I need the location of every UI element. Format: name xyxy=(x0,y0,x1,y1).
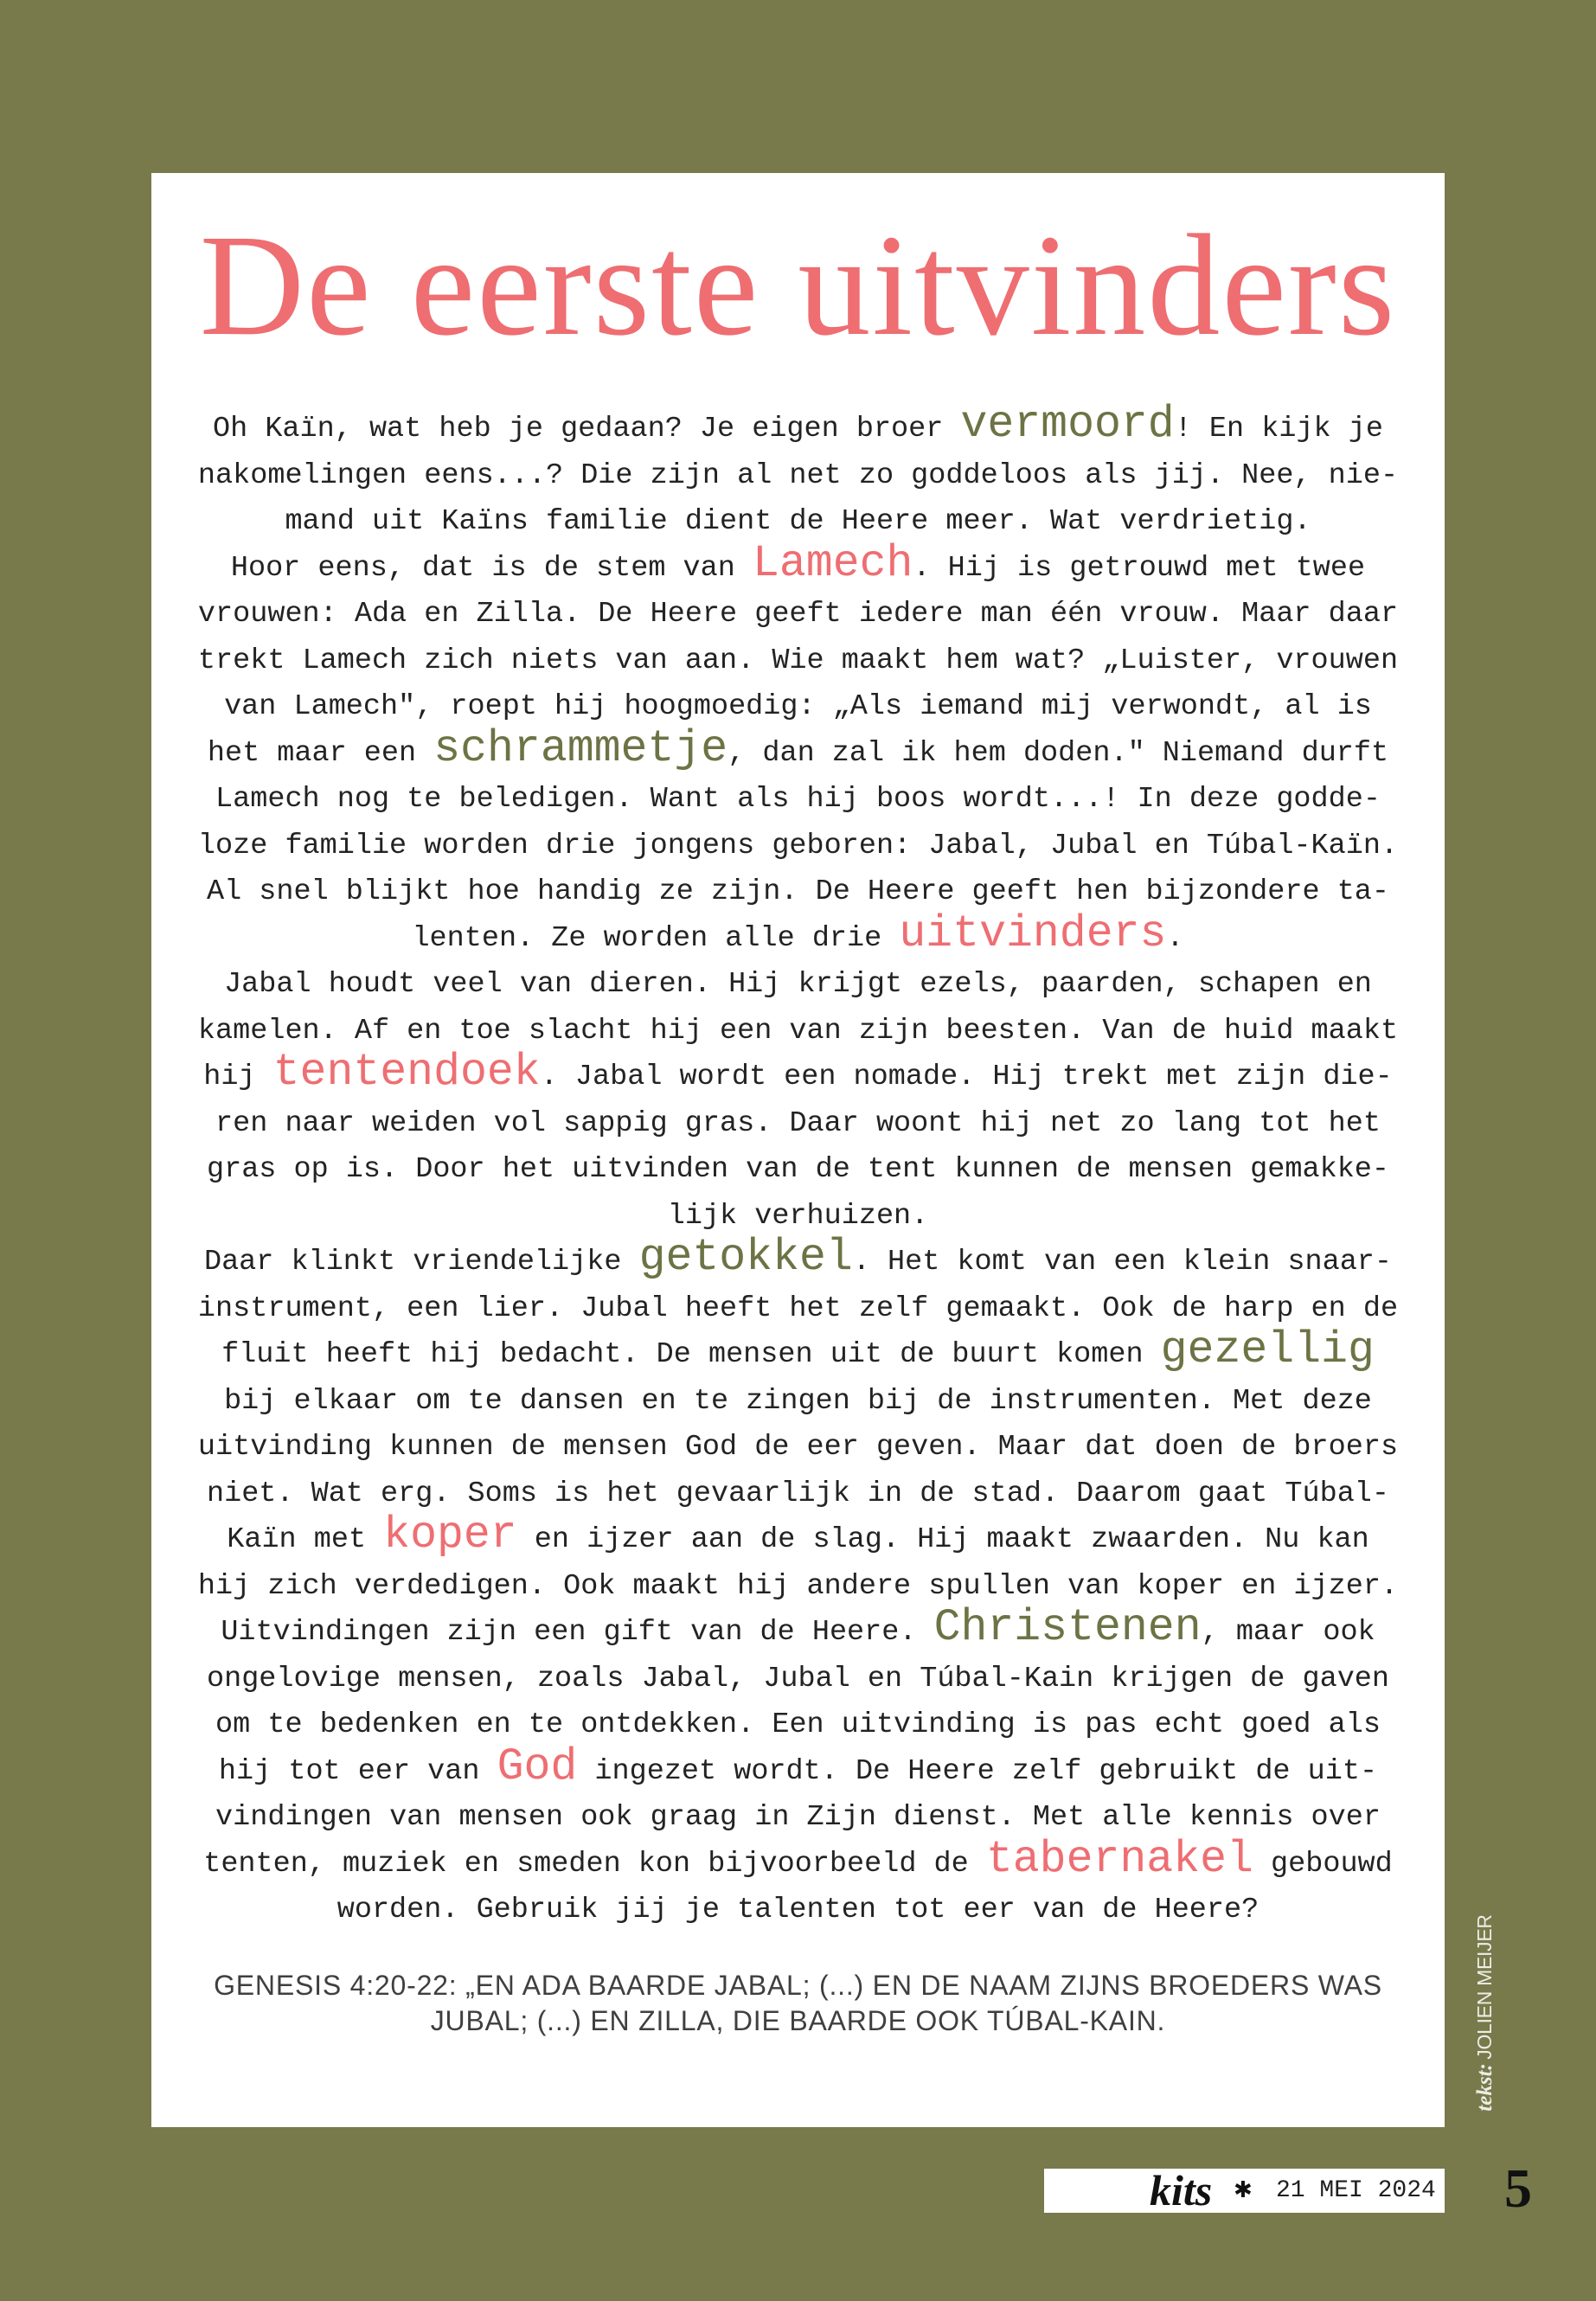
body-text: trekt Lamech zich niets van aan. Wie maakt hem wat? „Luister, vrouwen xyxy=(197,644,1399,677)
highlighted-word: gezellig xyxy=(1160,1325,1375,1375)
article-title: De eerste uitvinders xyxy=(199,205,1397,366)
body-line xyxy=(175,723,1421,778)
body-line xyxy=(175,453,1421,500)
body-line xyxy=(175,400,1421,453)
highlighted-word: vermoord xyxy=(960,400,1175,450)
body-text: ! En kijk je xyxy=(1174,413,1383,445)
body-text: het maar een xyxy=(207,736,434,770)
page-number: 5 xyxy=(1504,2157,1532,2219)
body-line xyxy=(175,1471,1421,1518)
bible-quote-line: JUBAL; (...) EN ZILLA, DIE BAARDE OOK TÚBAL-KAIN. xyxy=(430,2005,1166,2036)
body-text: lenten. Ze worden alle drie xyxy=(412,921,900,955)
body-text: , maar ook xyxy=(1201,1616,1375,1649)
body-text: instrument, een lier. Jubal heeft het zelf gemaakt. Ook de harp en de xyxy=(197,1292,1399,1325)
body-line xyxy=(175,1564,1421,1611)
body-text: loze familie worden drie jongens geboren: Jabal, Jubal en Túbal-Kaïn. xyxy=(197,829,1399,862)
highlighted-word: schrammetje xyxy=(433,723,728,774)
body-text: . Jabal wordt een nomade. Hij trekt met zijn die- xyxy=(540,1061,1393,1093)
bible-quote-line: GENESIS 4:20-22: „EN ADA BAARDE JABAL; (...) EN DE NAAM ZIJNS BROEDERS WAS xyxy=(214,1970,1382,2001)
body-line xyxy=(175,1510,1421,1564)
body-line xyxy=(175,1657,1421,1703)
body-line xyxy=(175,1425,1421,1471)
body-text: worden. Gebruik jij je talenten tot eer van de Heere? xyxy=(337,1894,1259,1926)
body-text: kamelen. Af en toe slacht hij een van zijn beesten. Van de huid maakt xyxy=(197,1014,1399,1048)
highlighted-word: Christenen xyxy=(933,1603,1202,1653)
body-text: van Lamech", roept hij hoogmoedig: „Als iemand mij verwondt, al is xyxy=(224,690,1372,723)
body-text: Lamech nog te beledigen. Want als hij boos wordt...! In deze godde- xyxy=(215,783,1381,816)
credit-label: tekst: xyxy=(1473,2063,1497,2112)
highlighted-word: tabernakel xyxy=(985,1834,1253,1885)
credit-author: JOLIEN MEIJER xyxy=(1473,1914,1496,2060)
body-text: uitvinding kunnen de mensen God de eer geven. Maar dat doen de broers xyxy=(197,1431,1399,1464)
body-line xyxy=(175,1741,1421,1796)
body-text: Kaïn met xyxy=(227,1523,384,1556)
body-line xyxy=(175,962,1421,1009)
body-text: ren naar weiden vol sappig gras. Daar woont hij net zo lang tot het xyxy=(215,1106,1381,1140)
body-text: Al snel blijkt hoe handig ze zijn. De Heere geeft hen bijzondere ta- xyxy=(206,875,1390,908)
body-text: tenten, muziek en smeden kon bijvoorbeeld de xyxy=(203,1847,986,1881)
body-text: vrouwen: Ada en Zilla. De Heere geeft iedere man één vrouw. Maar daar xyxy=(197,598,1399,631)
issue-date: 21 MEI 2024 xyxy=(1276,2177,1436,2204)
body-line xyxy=(175,1603,1421,1657)
body-line xyxy=(175,1048,1421,1101)
body-text: mand uit Kaïns familie dient de Heere meer. Wat verdrietig. xyxy=(285,505,1311,538)
body-text: , dan zal ik hem doden." Niemand durft xyxy=(727,736,1389,770)
highlighted-word: God xyxy=(497,1741,578,1792)
body-text: nakomelingen eens...? Die zijn al net zo goddeloos als jij. Nee, nie- xyxy=(197,458,1399,492)
body-line xyxy=(175,908,1421,963)
body-line xyxy=(175,1888,1421,1934)
highlighted-word: tentendoek xyxy=(272,1048,541,1098)
body-line xyxy=(175,1702,1421,1749)
magazine-logo: kits xyxy=(1150,2166,1213,2214)
body-text: en ijzer aan de slag. Hij maakt zwaarden. Nu kan xyxy=(516,1523,1369,1556)
body-text: bij elkaar om te dansen en te zingen bij de instrumenten. Met deze xyxy=(224,1384,1372,1418)
body-line xyxy=(175,824,1421,870)
body-text: niet. Wat erg. Soms is het gevaarlijk in de stad. Daarom gaat Túbal- xyxy=(206,1477,1390,1510)
highlighted-word: Lamech xyxy=(752,538,913,589)
body-line xyxy=(175,1233,1421,1286)
body-text: lijk verhuizen. xyxy=(667,1199,929,1233)
body-text: Uitvindingen zijn een gift van de Heere. xyxy=(221,1616,934,1649)
asterisk-icon: ✱ xyxy=(1234,2177,1253,2203)
body-line xyxy=(175,777,1421,824)
footer-strip xyxy=(1044,2166,1445,2214)
body-text: Hoor eens, dat is de stem van xyxy=(230,551,753,585)
article-body xyxy=(175,400,1421,1934)
body-text: Daar klinkt vriendelijke xyxy=(203,1246,639,1279)
body-text: gras op is. Door het uitvinden van de tent kunnen de mensen gemakke- xyxy=(206,1153,1390,1186)
body-line xyxy=(175,538,1421,593)
body-line xyxy=(175,1379,1421,1426)
body-line xyxy=(175,1101,1421,1148)
body-line xyxy=(175,869,1421,916)
highlighted-word: getokkel xyxy=(638,1233,853,1283)
body-text: . Hij is getrouwd met twee xyxy=(913,551,1366,585)
body-text: vindingen van mensen ook graag in Zijn dienst. Met alle kennis over xyxy=(215,1801,1381,1834)
body-text: gebouwd xyxy=(1253,1847,1393,1881)
body-text: fluit heeft hij bedacht. De mensen uit de buurt komen xyxy=(221,1338,1161,1371)
body-line xyxy=(175,638,1421,685)
body-text: hij xyxy=(203,1061,273,1093)
body-line xyxy=(175,1834,1421,1888)
body-text: Jabal houdt veel van dieren. Hij krijgt ezels, paarden, schapen en xyxy=(224,968,1372,1001)
body-text: ongelovige mensen, zoals Jabal, Jubal en Túbal-Kain krijgen de gaven xyxy=(206,1662,1390,1695)
body-text: Oh Kaïn, wat heb je gedaan? Je eigen broer xyxy=(213,413,961,445)
highlighted-word: koper xyxy=(383,1510,517,1561)
body-text: . Het komt van een klein snaar- xyxy=(852,1246,1393,1279)
body-line xyxy=(175,1147,1421,1194)
body-line xyxy=(175,592,1421,638)
body-text: om te bedenken en te ontdekken. Een uitvinding is pas echt goed als xyxy=(215,1708,1381,1741)
body-line xyxy=(175,684,1421,731)
body-text: hij tot eer van xyxy=(218,1754,497,1788)
author-credit xyxy=(1471,1905,1497,2121)
body-text: ingezet wordt. De Heere zelf gebruikt de uit- xyxy=(577,1754,1378,1788)
highlighted-word: uitvinders xyxy=(899,908,1167,959)
body-text: . xyxy=(1166,921,1184,955)
body-line xyxy=(175,1325,1421,1379)
bible-quote xyxy=(151,1968,1445,2039)
body-text: hij zich verdedigen. Ook maakt hij andere spullen van koper en ijzer. xyxy=(197,1569,1399,1603)
